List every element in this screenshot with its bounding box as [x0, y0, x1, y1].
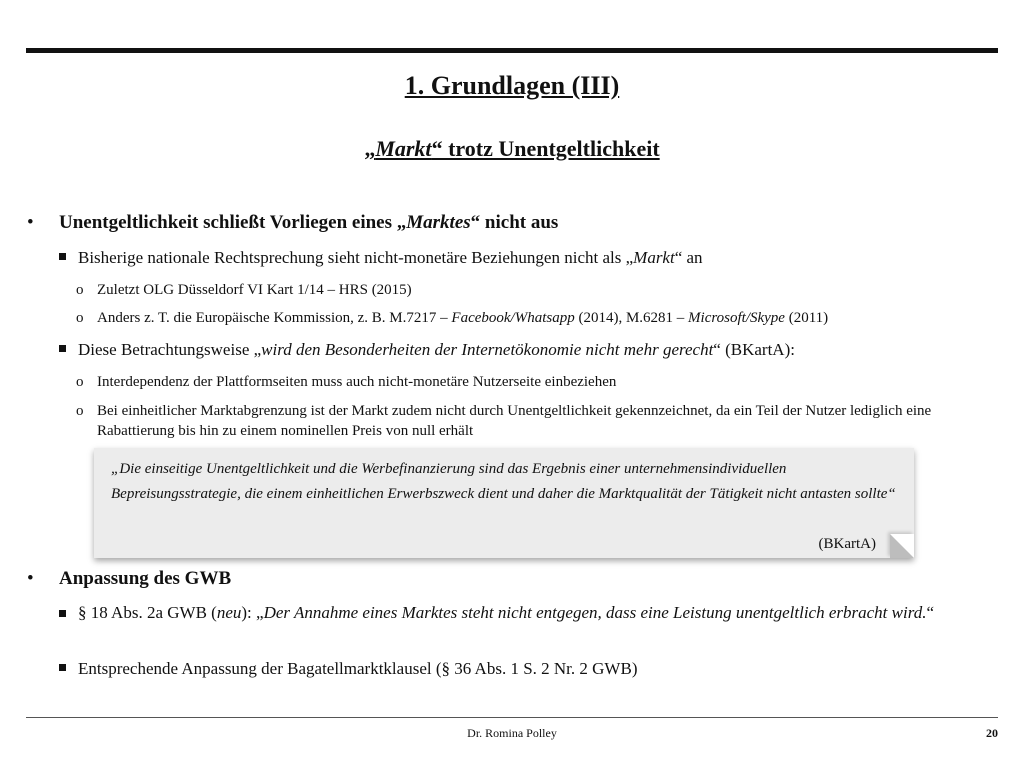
page-number: 20 [986, 726, 998, 740]
circle-bullet-icon: o [76, 310, 84, 326]
bottom-rule [26, 717, 998, 718]
subbullet-paragraph-18 [78, 602, 978, 624]
page-curl-icon [890, 534, 914, 558]
subbullet-betrachtungsweise [78, 340, 795, 360]
bullet-dot-icon: • [27, 212, 34, 233]
circle-bullet-icon: o [76, 403, 84, 419]
bullet-italic: Marktes [406, 212, 471, 233]
square-bullet-icon [59, 664, 66, 671]
quote-text: „Die einseitige Unentgeltlichkeit und die Werbefinanzierung sind das Ergebnis einer unternehmensindividuellen Bepreisungsstrategie, die einem einheitlichen Erwerbszweck dient und daher die Marktqualität der Tätigkeit nicht antasten sollte“ [111, 461, 896, 502]
subsubbullet-text: Anders z. T. die Europäische Kommission, z. B. M.7217 – [97, 310, 452, 326]
footer-author: Dr. Romina Polley [467, 726, 557, 740]
subsubbullet-text-end: (2011) [784, 310, 829, 326]
circle-bullet-icon: o [76, 374, 84, 390]
subtitle-italic: Markt [375, 136, 432, 161]
bullet-unentgeltlichkeit [27, 212, 559, 234]
subbullet-rechtsprechung [78, 248, 703, 268]
subsubbullet-text: Bei einheitlicher Marktabgrenzung ist der Markt zudem nicht durch Unentgeltlichkeit gekennzeichnet, da ein Teil der Nutzer lediglich eine Rabattierung bis hin zu einem nominellen Preis von null erhält [97, 403, 932, 439]
slide-subtitle [0, 136, 1024, 162]
subbullet-text-mid: ): „ [241, 603, 264, 622]
subsubbullet-interdependenz [76, 374, 617, 391]
subsubbullet-text: Interdependenz der Plattformseiten muss auch nicht-monetäre Nutzerseite einbeziehen [97, 374, 617, 390]
circle-bullet-icon: o [76, 282, 84, 298]
subsubbullet-marktabgrenzung [76, 401, 967, 441]
bullet-text-end: “ nicht aus [470, 212, 559, 233]
subbullet-italic-quote: Der Annahme eines Marktes steht nicht entgegen, dass eine Leistung unentgeltlich erbracht wird. [263, 603, 927, 622]
subbullet-text-end: “ an [674, 248, 703, 267]
subsubbullet-text-mid: (2014), M.6281 – [574, 310, 689, 326]
subbullet-italic-neu: neu [216, 603, 242, 622]
subbullet-text: Diese Betrachtungsweise „ [78, 340, 262, 359]
square-bullet-icon [59, 345, 66, 352]
case-microsoft-skype: Microsoft/Skype [688, 310, 785, 326]
subbullet-text: Entsprechende Anpassung der Bagatellmarktklausel (§ 36 Abs. 1 S. 2 Nr. 2 GWB) [78, 659, 638, 678]
bullet-text: Unentgeltlichkeit schließt Vorliegen eines „ [59, 212, 407, 233]
subbullet-bagatellmarktklausel [78, 659, 637, 679]
quote-box [94, 448, 914, 558]
square-bullet-icon [59, 610, 66, 617]
subbullet-text: § 18 Abs. 2a GWB ( [78, 603, 217, 622]
subbullet-text-end: “ (BKartA): [713, 340, 795, 359]
bullet-dot-icon: • [27, 568, 34, 589]
subsubbullet-text: Zuletzt OLG Düsseldorf VI Kart 1/14 – HRS (2015) [97, 282, 412, 298]
subbullet-text: Bisherige nationale Rechtsprechung sieht nicht-monetäre Beziehungen nicht als „ [78, 248, 634, 267]
square-bullet-icon [59, 253, 66, 260]
bullet-anpassung-gwb [27, 568, 232, 590]
case-facebook-whatsapp: Facebook/Whatsapp [451, 310, 575, 326]
subsubbullet-kommission [76, 310, 829, 327]
subsubbullet-olg [76, 282, 412, 299]
subbullet-italic: Markt [633, 248, 675, 267]
subtitle-quote-open: „ [364, 136, 376, 161]
subtitle-rest: “ trotz Unentgeltlichkeit [431, 136, 660, 161]
bullet-text: Anpassung des GWB [59, 568, 232, 589]
slide-title: 1. Grundlagen (III) [404, 71, 620, 100]
quote-source: (BKartA) [818, 536, 876, 552]
subbullet-italic: wird den Besonderheiten der Internetökonomie nicht mehr gerecht [261, 340, 714, 359]
top-rule [26, 48, 998, 53]
subbullet-text-end: “ [926, 603, 934, 622]
